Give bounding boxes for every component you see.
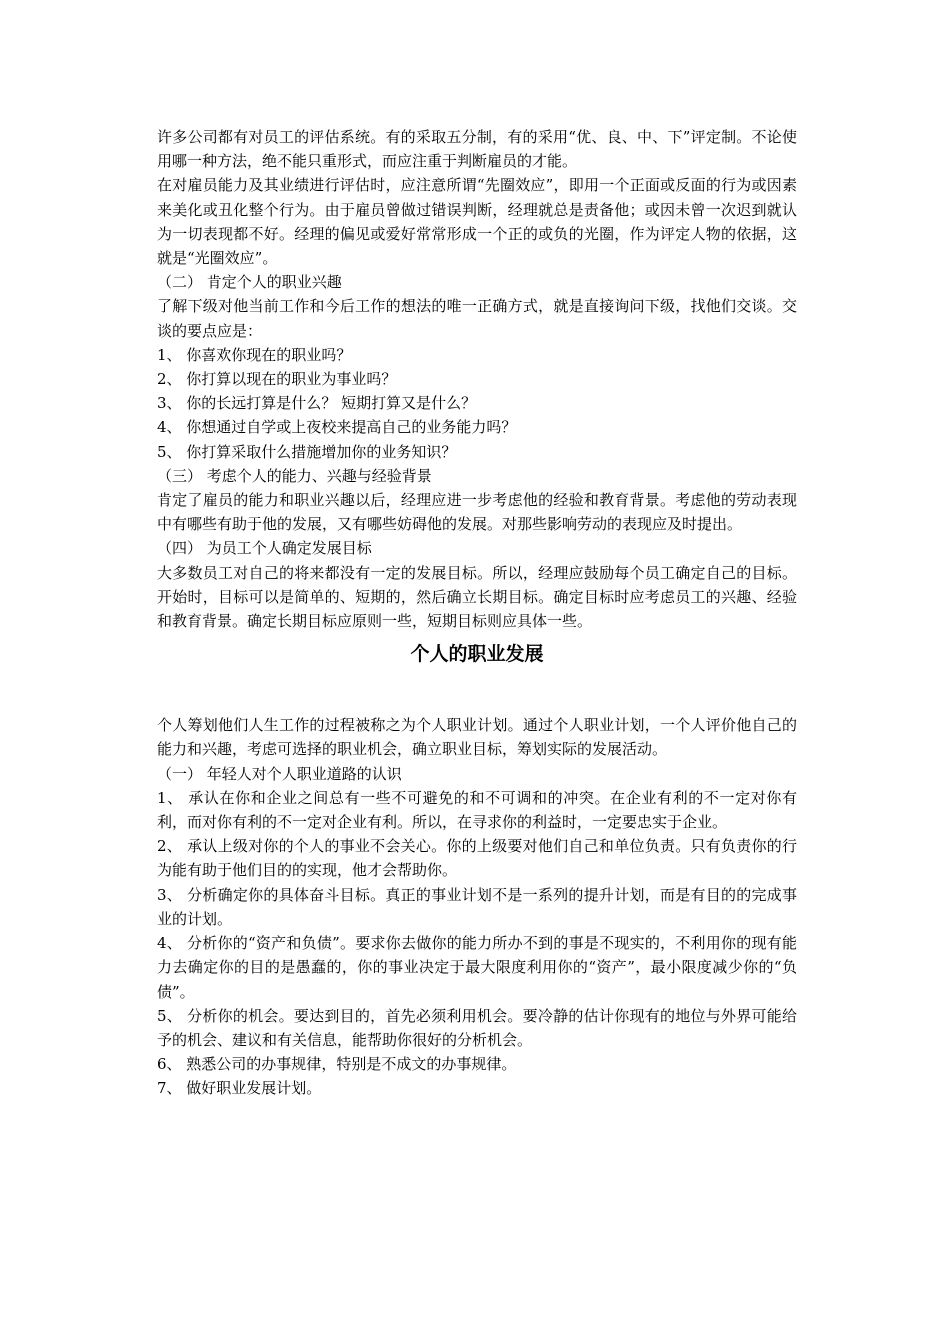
- list-item: 2、 你打算以现在的职业为事业吗？: [157, 370, 397, 389]
- heading-development-goals: （四） 为员工个人确定发展目标: [157, 539, 372, 558]
- heading-ability-background: （三） 考虑个人的能力、兴趣与经验背景: [157, 466, 432, 485]
- list-item: 5、 你打算采取什么措施增加你的业务知识？: [157, 442, 457, 461]
- paragraph-ability-background: 肯定了雇员的能力和职业兴趣以后，经理应进一步考虑他的经验和教育背景。考虑他的劳动表现中有哪些有助于他的发展，又有哪些妨碍他的发展。对那些影响劳动的表现应及时提出。: [157, 491, 797, 534]
- list-item: 3、 分析确定你的具体奋斗目标。真正的事业计划不是一系列的提升计划，而是有目的的完成事业的计划。: [157, 885, 797, 928]
- section-title: 个人的职业发展: [410, 643, 544, 666]
- paragraph-development-goals: 大多数员工对自己的将来都没有一定的发展目标。所以，经理应鼓励每个员工确定自己的目标。开始时，目标可以是简单的、短期的，然后确立长期目标。确定目标时应考虑员工的兴趣、经验和教育背景。确定长期目标应原则一些，短期目标则应具体一些。: [157, 563, 797, 631]
- list-item: 5、 分析你的机会。要达到目的，首先必须利用机会。要冷静的估计你现有的地位与外界可能给予的机会、建议和有关信息，能帮助你很好的分析机会。: [157, 1006, 797, 1049]
- heading-career-path: （一） 年轻人对个人职业道路的认识: [157, 764, 402, 783]
- list-item: 3、 你的长远打算是什么？ 短期打算又是什么？: [157, 394, 477, 413]
- paragraph-halo-effect: 在对雇员能力及其业绩进行评估时，应注意所谓“先圈效应”，即用一个正面或反面的行为或因素来美化或丑化整个行为。由于雇员曾做过错误判断，经理就总是责备他；或因未曾一次迟到就认为一切表现都不好。经理的偏见或爱好常常形成一个正的或负的光圈，作为评定人物的依据，这就是“光圈效应”。: [157, 176, 797, 268]
- list-item: 6、 熟悉公司的办事规律，特别是不成文的办事规律。: [157, 1055, 517, 1074]
- paragraph-career-planning-intro: 个人筹划他们人生工作的过程被称之为个人职业计划。通过个人职业计划，一个人评价他自己的能力和兴趣，考虑可选择的职业机会，确立职业目标，筹划实际的发展活动。: [157, 716, 797, 759]
- list-item: 1、 你喜欢你现在的职业吗？: [157, 345, 352, 364]
- list-item: 4、 你想通过自学或上夜校来提高自己的业务能力吗？: [157, 418, 517, 437]
- list-item: 2、 承认上级对你的个人的事业不会关心。你的上级要对他们自己和单位负责。只有负责你的行为能有助于他们目的的实现，他才会帮助你。: [157, 837, 797, 880]
- list-item: 1、 承认在你和企业之间总有一些不可避免的和不可调和的冲突。在企业有利的不一定对你有利，而对你有利的不一定对企业有利。所以，在寻求你的利益时，一定要忠实于企业。: [157, 788, 797, 832]
- document-body: [157, 125, 797, 1101]
- spacer: [157, 669, 797, 713]
- heading-career-interest: （二） 肯定个人的职业兴趣: [157, 273, 342, 292]
- list-item: 7、 做好职业发展计划。: [157, 1079, 322, 1098]
- paragraph-evaluation-system: 许多公司都有对员工的评估系统。有的采取五分制，有的采用“优、良、中、下”评定制。不论使用哪一种方法，绝不能只重形式，而应注重于判断雇员的才能。: [157, 128, 797, 171]
- list-item: 4、 分析你的“资产和负债”。要求你去做你的能力所办不到的事是不现实的，不利用你的现有能力去确定你的目的是愚蠢的，你的事业决定于最大限度利用你的“资产”，最小限度减少你的“负债”。: [157, 934, 797, 1001]
- paragraph-interview: 了解下级对他当前工作和今后工作的想法的唯一正确方式，就是直接询问下级，找他们交谈。交谈的要点应是：: [157, 297, 797, 340]
